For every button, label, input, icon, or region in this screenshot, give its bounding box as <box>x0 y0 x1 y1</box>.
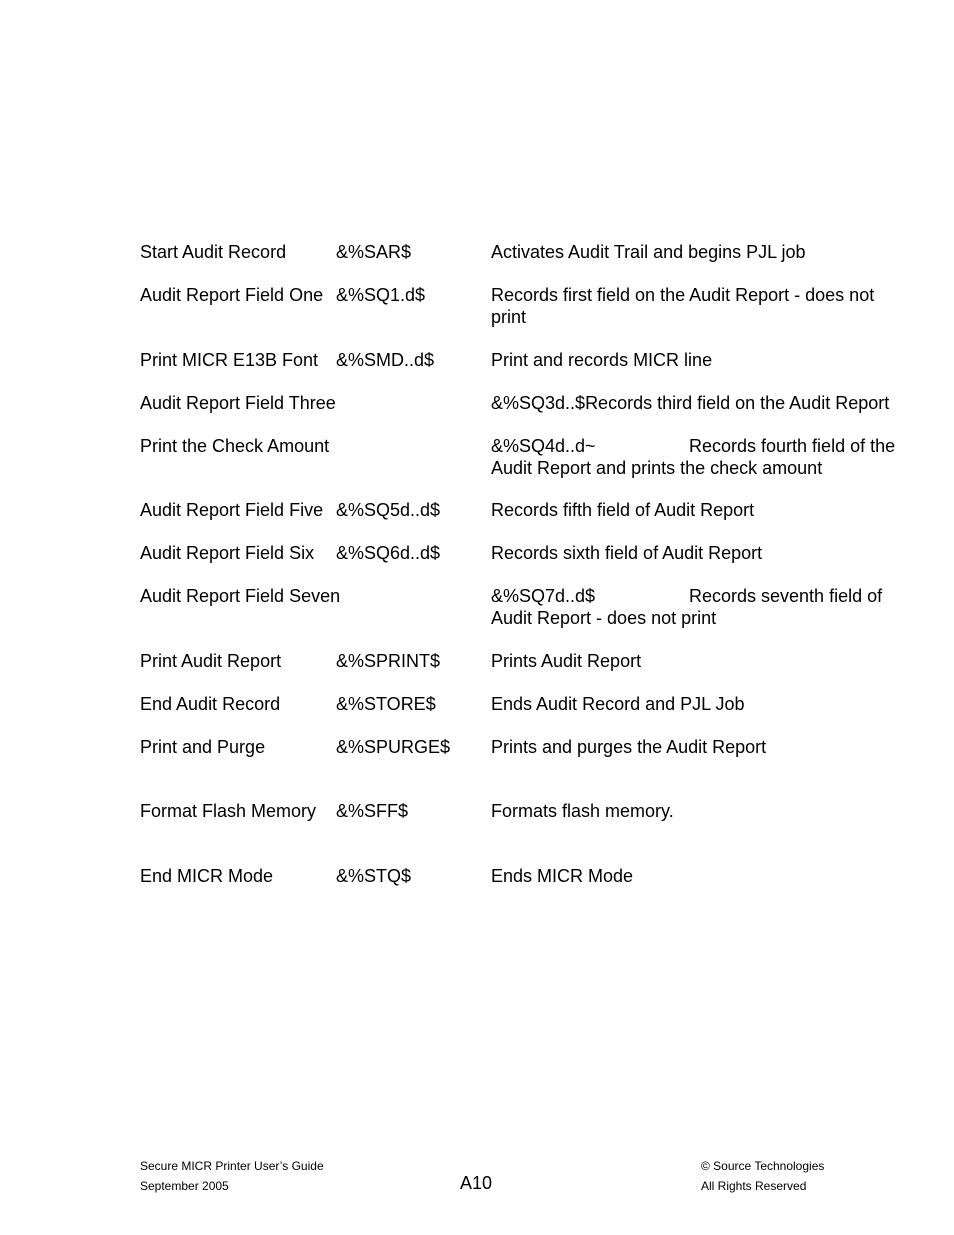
command-code: &%SQ5d..d$ <box>336 500 441 520</box>
command-code: &%SQ1.d$ <box>336 285 426 305</box>
command-code: &%SQ6d..d$ <box>336 543 441 563</box>
command-description: Records fifth field of Audit Report <box>491 500 755 520</box>
command-code-and-description <box>491 392 911 414</box>
command-description: Formats flash memory. <box>491 801 674 821</box>
command-description: Records first field on the Audit Report - does not print <box>491 285 875 327</box>
command-description: Records sixth field of Audit Report <box>491 543 763 563</box>
command-name: Print Audit Report <box>140 651 282 671</box>
command-code: &%STORE$ <box>336 694 436 714</box>
command-description: Prints and purges the Audit Report <box>491 737 767 757</box>
command-name: Audit Report Field Five <box>140 500 324 520</box>
command-description: Ends MICR Mode <box>491 866 634 886</box>
command-description: Ends Audit Record and PJL Job <box>491 694 745 714</box>
footer-left <box>140 1156 324 1196</box>
command-name: End MICR Mode <box>140 866 274 886</box>
copyright: © Source Technologies <box>701 1159 825 1173</box>
command-code: &%SPRINT$ <box>336 651 441 671</box>
command-description: Print and records MICR line <box>491 350 713 370</box>
command-description: Records fourth field of the Audit Report and prints the check amount <box>491 436 896 478</box>
command-code: &%SFF$ <box>336 801 409 821</box>
footer-right <box>701 1156 824 1196</box>
command-name: Audit Report Field Seven <box>140 586 341 606</box>
guide-title: Secure MICR Printer User’s Guide <box>140 1159 324 1173</box>
command-description: Records seventh field of Audit Report - does not print <box>491 586 883 628</box>
command-description: Prints Audit Report <box>491 651 642 671</box>
command-code: &%SQ3d..$ <box>491 393 586 413</box>
command-code: &%SMD..d$ <box>336 350 435 370</box>
command-name: Print the Check Amount <box>140 436 330 456</box>
command-code-and-description <box>491 435 911 479</box>
command-name: Audit Report Field Three <box>140 393 336 413</box>
command-code: &%SPURGE$ <box>336 737 451 757</box>
command-name: Print and Purge <box>140 737 266 757</box>
command-code: &%SQ7d..d$ <box>491 586 596 606</box>
command-name: Audit Report Field One <box>140 285 324 305</box>
command-description: Activates Audit Trail and begins PJL job <box>491 242 806 262</box>
command-code: &%STQ$ <box>336 866 412 886</box>
command-code: &%SAR$ <box>336 242 412 262</box>
publication-date: September 2005 <box>140 1179 229 1193</box>
page-number: A10 <box>460 1173 493 1193</box>
command-code: &%SQ4d..d~ <box>491 436 596 456</box>
command-code-and-description <box>491 585 911 629</box>
command-name: End Audit Record <box>140 694 281 714</box>
command-name: Start Audit Record <box>140 242 287 262</box>
command-name: Print MICR E13B Font <box>140 350 319 370</box>
command-name: Format Flash Memory <box>140 801 317 821</box>
rights-reserved: All Rights Reserved <box>701 1179 807 1193</box>
command-name: Audit Report Field Six <box>140 543 315 563</box>
command-description: Records third field on the Audit Report <box>585 393 890 413</box>
